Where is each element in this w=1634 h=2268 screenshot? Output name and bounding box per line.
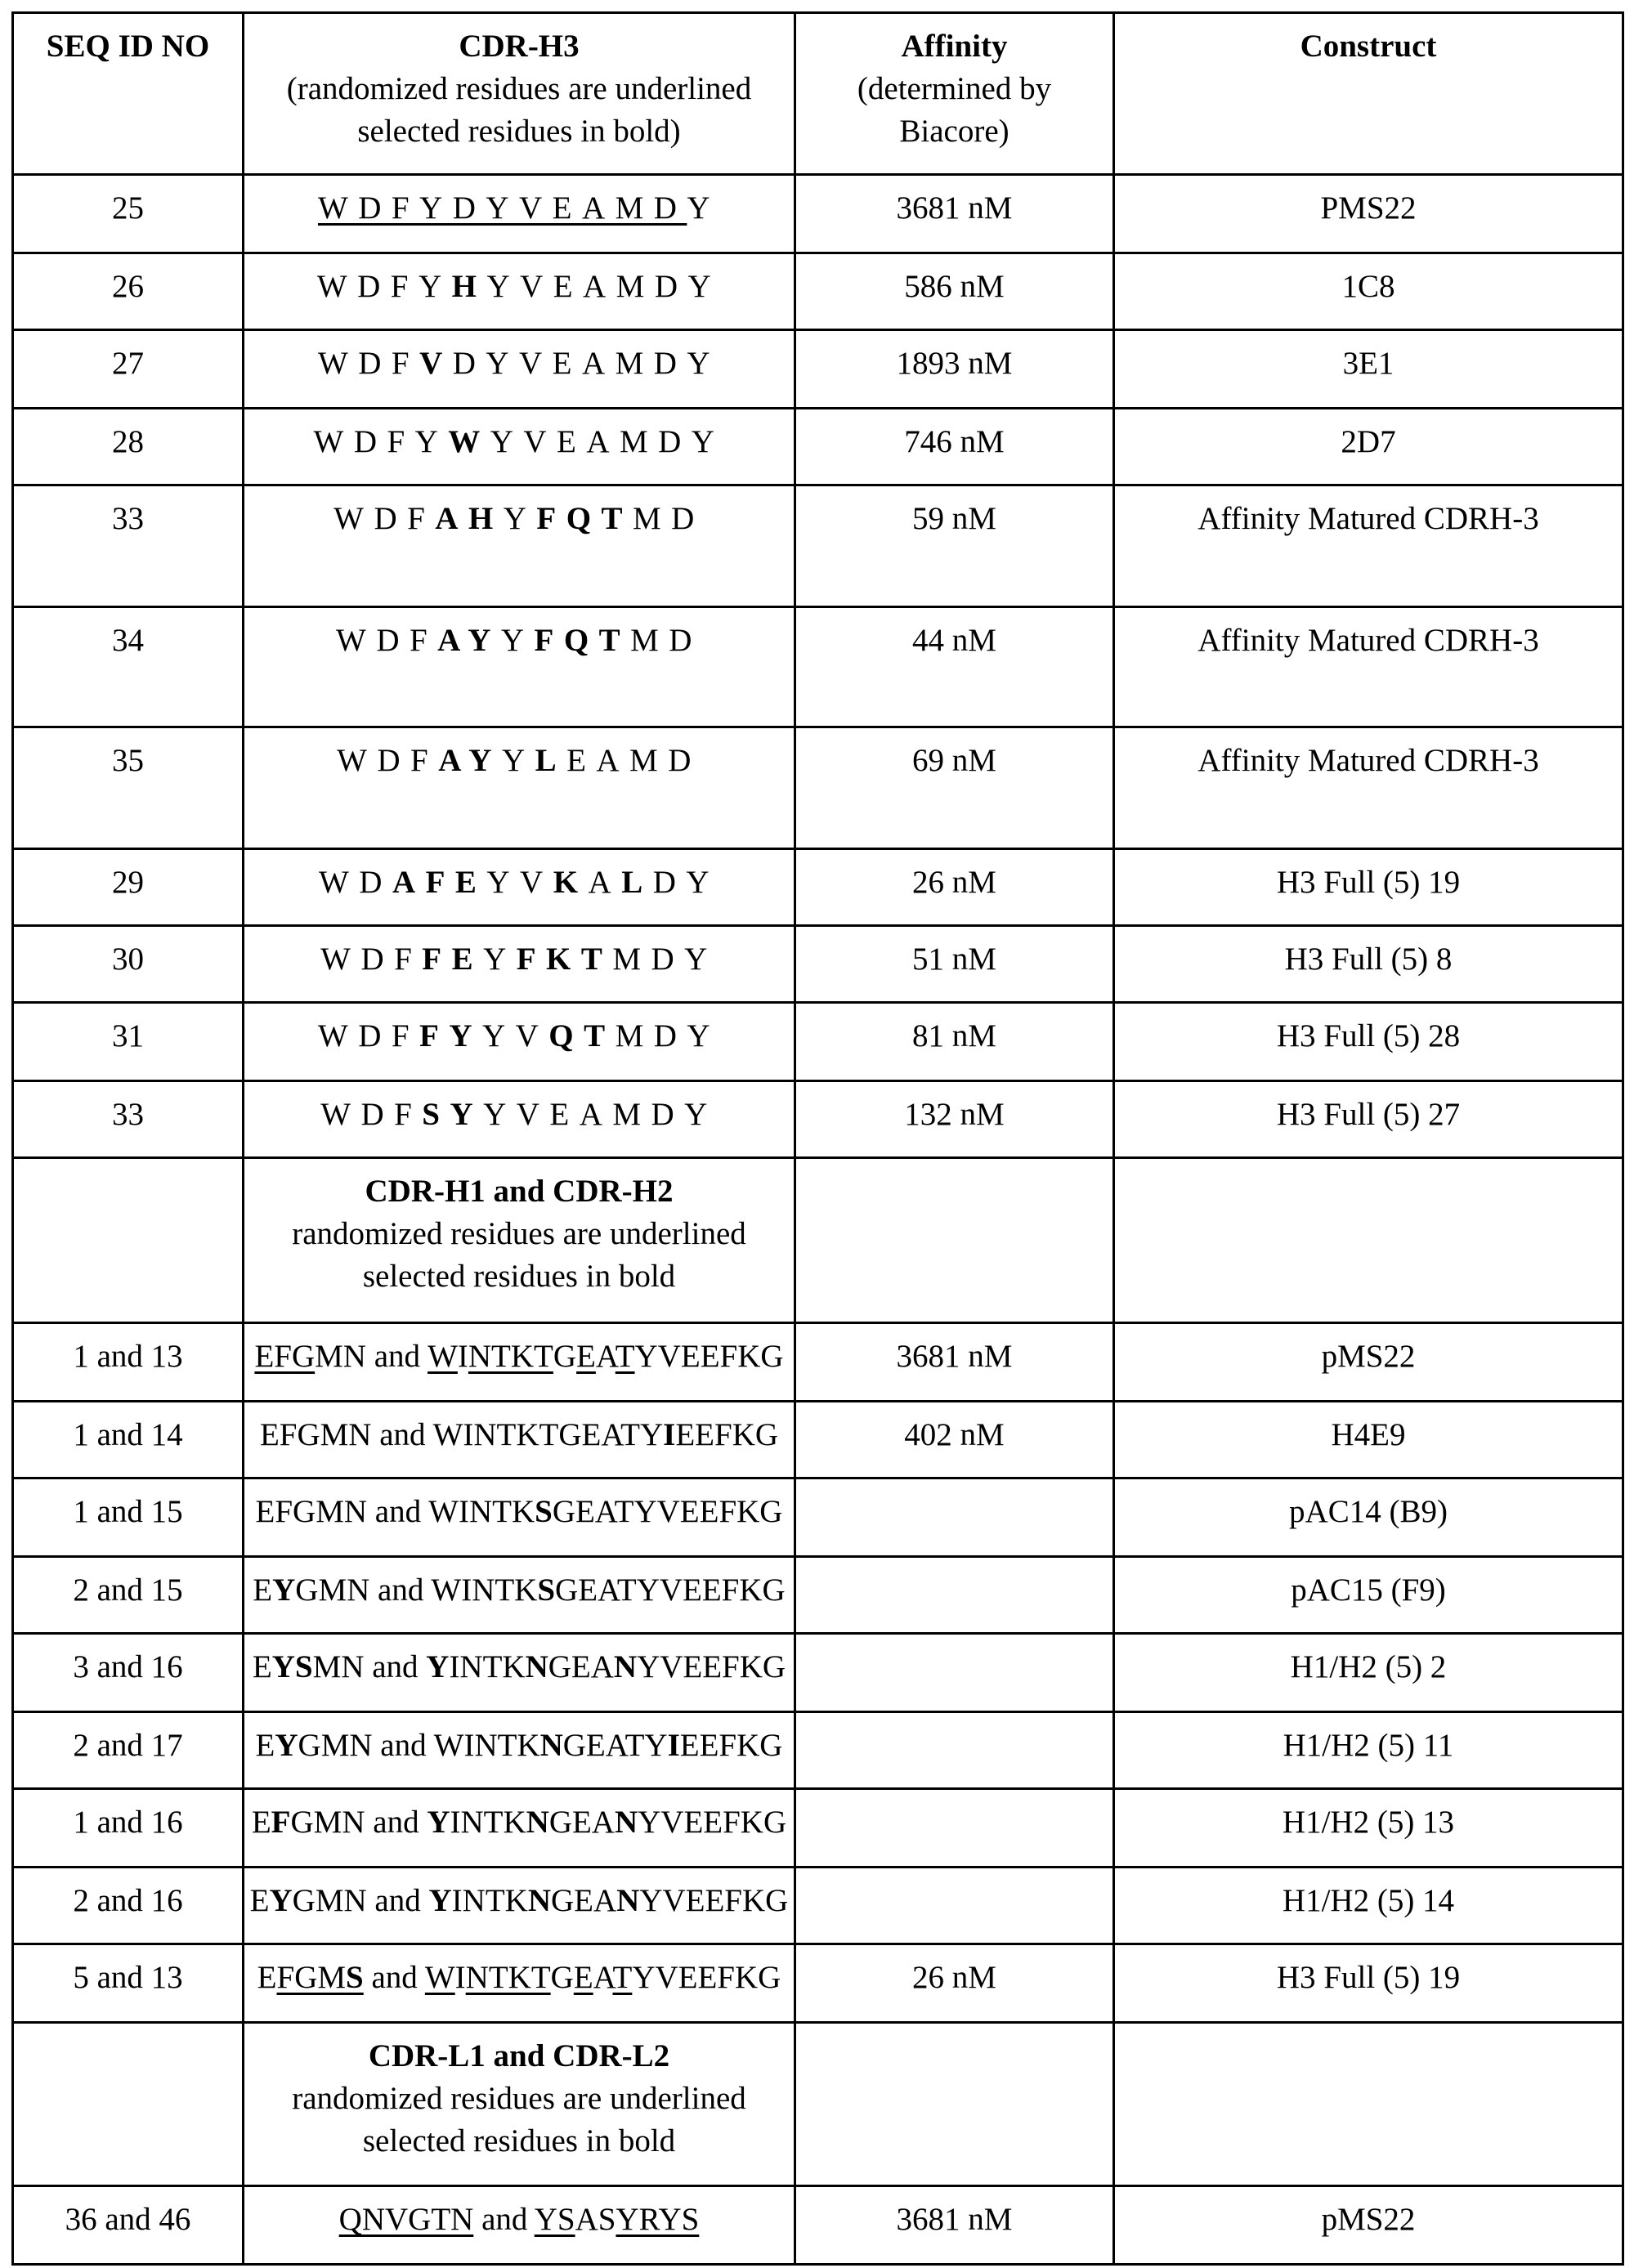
table-row [13, 926, 1623, 1003]
construct-cell: H3 Full (5) 28 [1114, 1003, 1623, 1081]
section-note: selected residues in bold [249, 2120, 789, 2163]
sequence-segment: E [256, 1728, 275, 1763]
sequence-segment: FQT [535, 623, 631, 658]
sequence-cell [244, 330, 795, 409]
affinity-cell: 132 nM [795, 1081, 1114, 1158]
table-row [13, 1557, 1623, 1634]
sequence-cell [244, 485, 795, 607]
table-row [13, 409, 1623, 485]
sequence-cell [244, 1712, 795, 1789]
sequence-segment: WDFYDYVEAMD [318, 190, 687, 226]
sequence-segment: GMN and [291, 1805, 428, 1840]
sequence-segment: WDF [318, 1018, 419, 1053]
affinity-cell [795, 1634, 1114, 1712]
sequence-cell [244, 1868, 795, 1944]
sequence-cell [244, 409, 795, 485]
sequence-segment: GMN and WINTK [295, 1572, 537, 1608]
seq-id-cell: 34 [13, 607, 244, 727]
construct-cell: pAC15 (F9) [1114, 1557, 1623, 1634]
sequence-segment: W [428, 1339, 458, 1374]
sequence-segment: GEA [551, 1883, 616, 1918]
sequence-segment: WD [319, 865, 392, 900]
sequence-segment: Y [483, 942, 517, 977]
sequence-segment: T [616, 1339, 635, 1374]
sequence-segment: WDF [337, 743, 438, 778]
affinity-cell: 402 nM [795, 1402, 1114, 1478]
section-header-row [13, 1158, 1623, 1323]
table-row [13, 849, 1623, 926]
construct-cell: H3 Full (5) 27 [1114, 1081, 1623, 1158]
seq-id-cell: 36 and 46 [13, 2186, 244, 2265]
sequence-segment: A [593, 1960, 613, 1995]
sequence-cell [244, 1478, 795, 1557]
section-note: randomized residues are underlined [249, 1213, 789, 1255]
affinity-cell: 1893 nM [795, 330, 1114, 409]
sequence-segment: Y [275, 1728, 298, 1763]
sequence-segment: FGM [277, 1960, 347, 1995]
sequence-segment: E [250, 1883, 270, 1918]
sequence-segment: I [455, 1960, 466, 1995]
sequence-cell [244, 727, 795, 849]
sequence-segment: N [526, 1805, 549, 1840]
sequence-segment: MD [633, 501, 705, 536]
seq-id-cell: 30 [13, 926, 244, 1003]
sequence-segment: WDFY [314, 424, 449, 459]
table-row [13, 1868, 1623, 1944]
sequence-segment: E [576, 1339, 596, 1374]
sequence-segment: SY [422, 1097, 483, 1132]
sequence-segment: V [419, 346, 453, 381]
seq-id-cell: 27 [13, 330, 244, 409]
affinity-cell [795, 1712, 1114, 1789]
table-row [13, 1789, 1623, 1868]
sequence-segment: N [616, 1883, 639, 1918]
sequence-segment: WDFY [317, 269, 452, 304]
sequence-segment: GEATYVEEFKG [555, 1572, 786, 1608]
construct-cell: Affinity Matured CDRH-3 [1114, 485, 1623, 607]
sequence-segment: N [528, 1883, 551, 1918]
seq-id-cell: 35 [13, 727, 244, 849]
sequence-segment: H [452, 269, 487, 304]
sequence-segment: YV [486, 865, 553, 900]
sequence-cell [244, 2186, 795, 2265]
affinity-cell: 3681 nM [795, 175, 1114, 253]
seq-id-cell: 33 [13, 485, 244, 607]
sequence-cell [244, 1081, 795, 1158]
table-row [13, 485, 1623, 607]
section-note: selected residues in bold [249, 1255, 789, 1298]
construct-cell: H3 Full (5) 19 [1114, 849, 1623, 926]
header-cdr-h3-label: CDR-H3 [249, 25, 789, 68]
sequence-segment: Y [501, 623, 535, 658]
sequence-segment: Y [504, 501, 537, 536]
sequence-segment: A [596, 1339, 616, 1374]
affinity-cell: 59 nM [795, 485, 1114, 607]
sequence-segment: Y [426, 1649, 449, 1684]
table-row [13, 175, 1623, 253]
empty-cell [13, 2023, 244, 2186]
sequence-segment: GEATYVEEFKG [553, 1494, 783, 1529]
sequence-segment: WDF [320, 942, 422, 977]
sequence-segment: AS [575, 2202, 616, 2237]
empty-cell [13, 1158, 244, 1323]
seq-id-cell: 33 [13, 1081, 244, 1158]
sequence-segment: QT [548, 1018, 615, 1053]
sequence-segment: MDY [612, 942, 717, 977]
table-row [13, 1081, 1623, 1158]
sequence-segment: YVEEFKG [637, 1649, 786, 1684]
construct-cell: H1/H2 (5) 13 [1114, 1789, 1623, 1868]
empty-cell [795, 2023, 1114, 2186]
seq-id-cell: 2 and 17 [13, 1712, 244, 1789]
sequence-segment: YV [482, 1018, 548, 1053]
sequence-segment: GEATY [563, 1728, 668, 1763]
seq-id-cell: 26 [13, 253, 244, 330]
affinity-cell: 26 nM [795, 1944, 1114, 2023]
seq-id-cell: 1 and 15 [13, 1478, 244, 1557]
sequence-segment: T [613, 1960, 633, 1995]
affinity-cell: 69 nM [795, 727, 1114, 849]
sequence-segment: INTK [450, 1805, 526, 1840]
construct-cell: 3E1 [1114, 330, 1623, 409]
sequence-segment: YVEAMDY [490, 424, 725, 459]
sequence-segment: FKT [517, 942, 613, 977]
sequence-segment: E [253, 1649, 272, 1684]
section-header-cell [244, 2023, 795, 2186]
section-note: randomized residues are underlined [249, 2078, 789, 2120]
affinity-cell: 26 nM [795, 849, 1114, 926]
table-row [13, 1944, 1623, 2023]
sequence-segment: INTK [452, 1883, 528, 1918]
sequence-segment: MN and [313, 1649, 427, 1684]
construct-cell: Affinity Matured CDRH-3 [1114, 727, 1623, 849]
sequence-segment: EFGMN and WINTK [256, 1494, 535, 1529]
header-affinity [795, 13, 1114, 175]
sequence-segment: YS [535, 2202, 575, 2237]
sequence-segment: FY [419, 1018, 482, 1053]
affinity-cell: 586 nM [795, 253, 1114, 330]
header-cdr-h3 [244, 13, 795, 175]
seq-id-cell: 31 [13, 1003, 244, 1081]
section-header-cell [244, 1158, 795, 1323]
sequence-segment: E [253, 1572, 272, 1608]
sequence-segment: EFGMN and WINTKTGEATY [260, 1417, 663, 1452]
cdr-affinity-table [11, 11, 1624, 2266]
construct-cell: pMS22 [1114, 2186, 1623, 2265]
sequence-segment: YVEEFKG [639, 1883, 788, 1918]
sequence-segment: L [621, 865, 653, 900]
sequence-segment: N [540, 1728, 563, 1763]
sequence-segment: Y [272, 1572, 295, 1608]
sequence-segment: GMN and [293, 1883, 429, 1918]
sequence-segment: Y [270, 1883, 293, 1918]
construct-cell: H3 Full (5) 19 [1114, 1944, 1623, 2023]
section-title: CDR-H1 and CDR-H2 [249, 1170, 789, 1213]
sequence-segment: I [663, 1417, 675, 1452]
seq-id-cell: 29 [13, 849, 244, 926]
table-row [13, 1323, 1623, 1402]
sequence-segment: I [668, 1728, 680, 1763]
sequence-segment: W [448, 424, 490, 459]
sequence-cell [244, 1634, 795, 1712]
sequence-cell [244, 253, 795, 330]
header-seq-id-label: SEQ ID NO [47, 29, 209, 64]
sequence-segment: and [473, 2202, 534, 2237]
construct-cell: H3 Full (5) 8 [1114, 926, 1623, 1003]
table-row [13, 1634, 1623, 1712]
section-title: CDR-L1 and CDR-L2 [249, 2035, 789, 2078]
construct-cell: Affinity Matured CDRH-3 [1114, 607, 1623, 727]
sequence-segment: F [271, 1805, 291, 1840]
sequence-segment: GEA [548, 1649, 614, 1684]
sequence-cell [244, 849, 795, 926]
empty-cell [1114, 2023, 1623, 2186]
sequence-segment: and [364, 1960, 425, 1995]
sequence-segment: NTKT [466, 1960, 551, 1995]
construct-cell: H1/H2 (5) 11 [1114, 1712, 1623, 1789]
sequence-segment: MN and [315, 1339, 428, 1374]
sequence-segment: FE [422, 942, 483, 977]
sequence-segment: N [526, 1649, 548, 1684]
sequence-segment: N [615, 1805, 638, 1840]
sequence-segment: E [574, 1960, 593, 1995]
empty-cell [1114, 1158, 1623, 1323]
section-header-row [13, 2023, 1623, 2186]
sequence-segment: S [537, 1572, 555, 1608]
sequence-cell [244, 175, 795, 253]
sequence-segment: WDF [334, 501, 435, 536]
table-row [13, 607, 1623, 727]
sequence-segment: YVEAMDY [486, 269, 721, 304]
sequence-segment: AY [438, 743, 502, 778]
sequence-segment: MD [630, 623, 702, 658]
table-row [13, 1712, 1623, 1789]
sequence-segment: Y [502, 743, 535, 778]
sequence-segment: FQT [536, 501, 633, 536]
construct-cell: PMS22 [1114, 175, 1623, 253]
sequence-segment: INTK [449, 1649, 525, 1684]
sequence-segment: I [458, 1339, 468, 1374]
sequence-segment: WDF [336, 623, 437, 658]
sequence-cell [244, 1789, 795, 1868]
header-construct [1114, 13, 1623, 175]
construct-cell: H4E9 [1114, 1402, 1623, 1478]
seq-id-cell: 1 and 13 [13, 1323, 244, 1402]
affinity-cell: 44 nM [795, 607, 1114, 727]
sequence-cell [244, 1557, 795, 1634]
sequence-segment: S [346, 1960, 364, 1995]
sequence-segment: WDF [318, 346, 419, 381]
seq-id-cell: 3 and 16 [13, 1634, 244, 1712]
sequence-segment: E [252, 1805, 271, 1840]
sequence-segment: Y [429, 1883, 452, 1918]
affinity-cell [795, 1868, 1114, 1944]
sequence-segment: L [535, 743, 567, 778]
sequence-segment: AFE [392, 865, 486, 900]
sequence-segment: E [257, 1960, 277, 1995]
empty-cell [795, 1158, 1114, 1323]
sequence-segment: GMN and WINTK [298, 1728, 540, 1763]
affinity-cell [795, 1789, 1114, 1868]
sequence-segment: YVEAMDY [483, 1097, 718, 1132]
header-cdr-h3-note: (randomized residues are underlined [249, 68, 789, 110]
construct-cell: pAC14 (B9) [1114, 1478, 1623, 1557]
construct-cell: H1/H2 (5) 2 [1114, 1634, 1623, 1712]
sequence-cell [244, 1323, 795, 1402]
construct-cell: 2D7 [1114, 409, 1623, 485]
sequence-segment: G [551, 1960, 574, 1995]
sequence-segment: QNVGTN [339, 2202, 474, 2237]
header-affinity-note: Biacore) [801, 110, 1108, 153]
header-affinity-note: (determined by [801, 68, 1108, 110]
affinity-cell: 3681 nM [795, 2186, 1114, 2265]
sequence-segment: EAMD [566, 743, 701, 778]
sequence-segment: EEFKG [680, 1728, 783, 1763]
sequence-segment: AH [435, 501, 503, 536]
seq-id-cell: 28 [13, 409, 244, 485]
sequence-segment: WDF [320, 1097, 422, 1132]
affinity-cell: 81 nM [795, 1003, 1114, 1081]
sequence-cell [244, 1944, 795, 2023]
sequence-segment: NTKT [468, 1339, 553, 1374]
affinity-cell: 51 nM [795, 926, 1114, 1003]
sequence-segment: AY [437, 623, 501, 658]
affinity-cell: 3681 nM [795, 1323, 1114, 1402]
header-row [13, 13, 1623, 175]
sequence-segment: A [589, 865, 622, 900]
table-row [13, 2186, 1623, 2265]
table-row [13, 1003, 1623, 1081]
header-construct-label: Construct [1300, 29, 1437, 64]
construct-cell: 1C8 [1114, 253, 1623, 330]
sequence-cell [244, 607, 795, 727]
sequence-segment: YVEEFKG [632, 1960, 781, 1995]
table-row [13, 330, 1623, 409]
seq-id-cell: 1 and 14 [13, 1402, 244, 1478]
sequence-segment: EEFKG [675, 1417, 778, 1452]
seq-id-cell: 25 [13, 175, 244, 253]
sequence-segment: DYVEAMDY [453, 346, 720, 381]
seq-id-cell: 2 and 15 [13, 1557, 244, 1634]
seq-id-cell: 1 and 16 [13, 1789, 244, 1868]
affinity-cell: 746 nM [795, 409, 1114, 485]
header-cdr-h3-note: selected residues in bold) [249, 110, 789, 153]
table-row [13, 1402, 1623, 1478]
sequence-cell [244, 1003, 795, 1081]
sequence-segment: YVEEFKG [638, 1805, 786, 1840]
sequence-segment: Y [427, 1805, 450, 1840]
sequence-segment: N [614, 1649, 637, 1684]
sequence-segment: G [553, 1339, 576, 1374]
sequence-segment: MDY [616, 1018, 720, 1053]
sequence-segment: GEA [549, 1805, 615, 1840]
seq-id-cell: 2 and 16 [13, 1868, 244, 1944]
sequence-segment: YS [272, 1649, 313, 1684]
sequence-segment: DY [653, 865, 719, 900]
sequence-cell [244, 926, 795, 1003]
table-row [13, 1478, 1623, 1557]
sequence-segment: S [535, 1494, 553, 1529]
table-row [13, 727, 1623, 849]
affinity-cell [795, 1557, 1114, 1634]
construct-cell: H1/H2 (5) 14 [1114, 1868, 1623, 1944]
sequence-segment: W [425, 1960, 455, 1995]
sequence-segment: YRYS [616, 2202, 699, 2237]
sequence-cell [244, 1402, 795, 1478]
sequence-segment: K [553, 865, 589, 900]
sequence-segment: Y [687, 190, 720, 226]
affinity-cell [795, 1478, 1114, 1557]
construct-cell: pMS22 [1114, 1323, 1623, 1402]
seq-id-cell: 5 and 13 [13, 1944, 244, 2023]
header-seq-id [13, 13, 244, 175]
table-row [13, 253, 1623, 330]
sequence-segment: YVEEFKG [635, 1339, 784, 1374]
header-affinity-label: Affinity [801, 25, 1108, 68]
sequence-segment: EFG [254, 1339, 315, 1374]
